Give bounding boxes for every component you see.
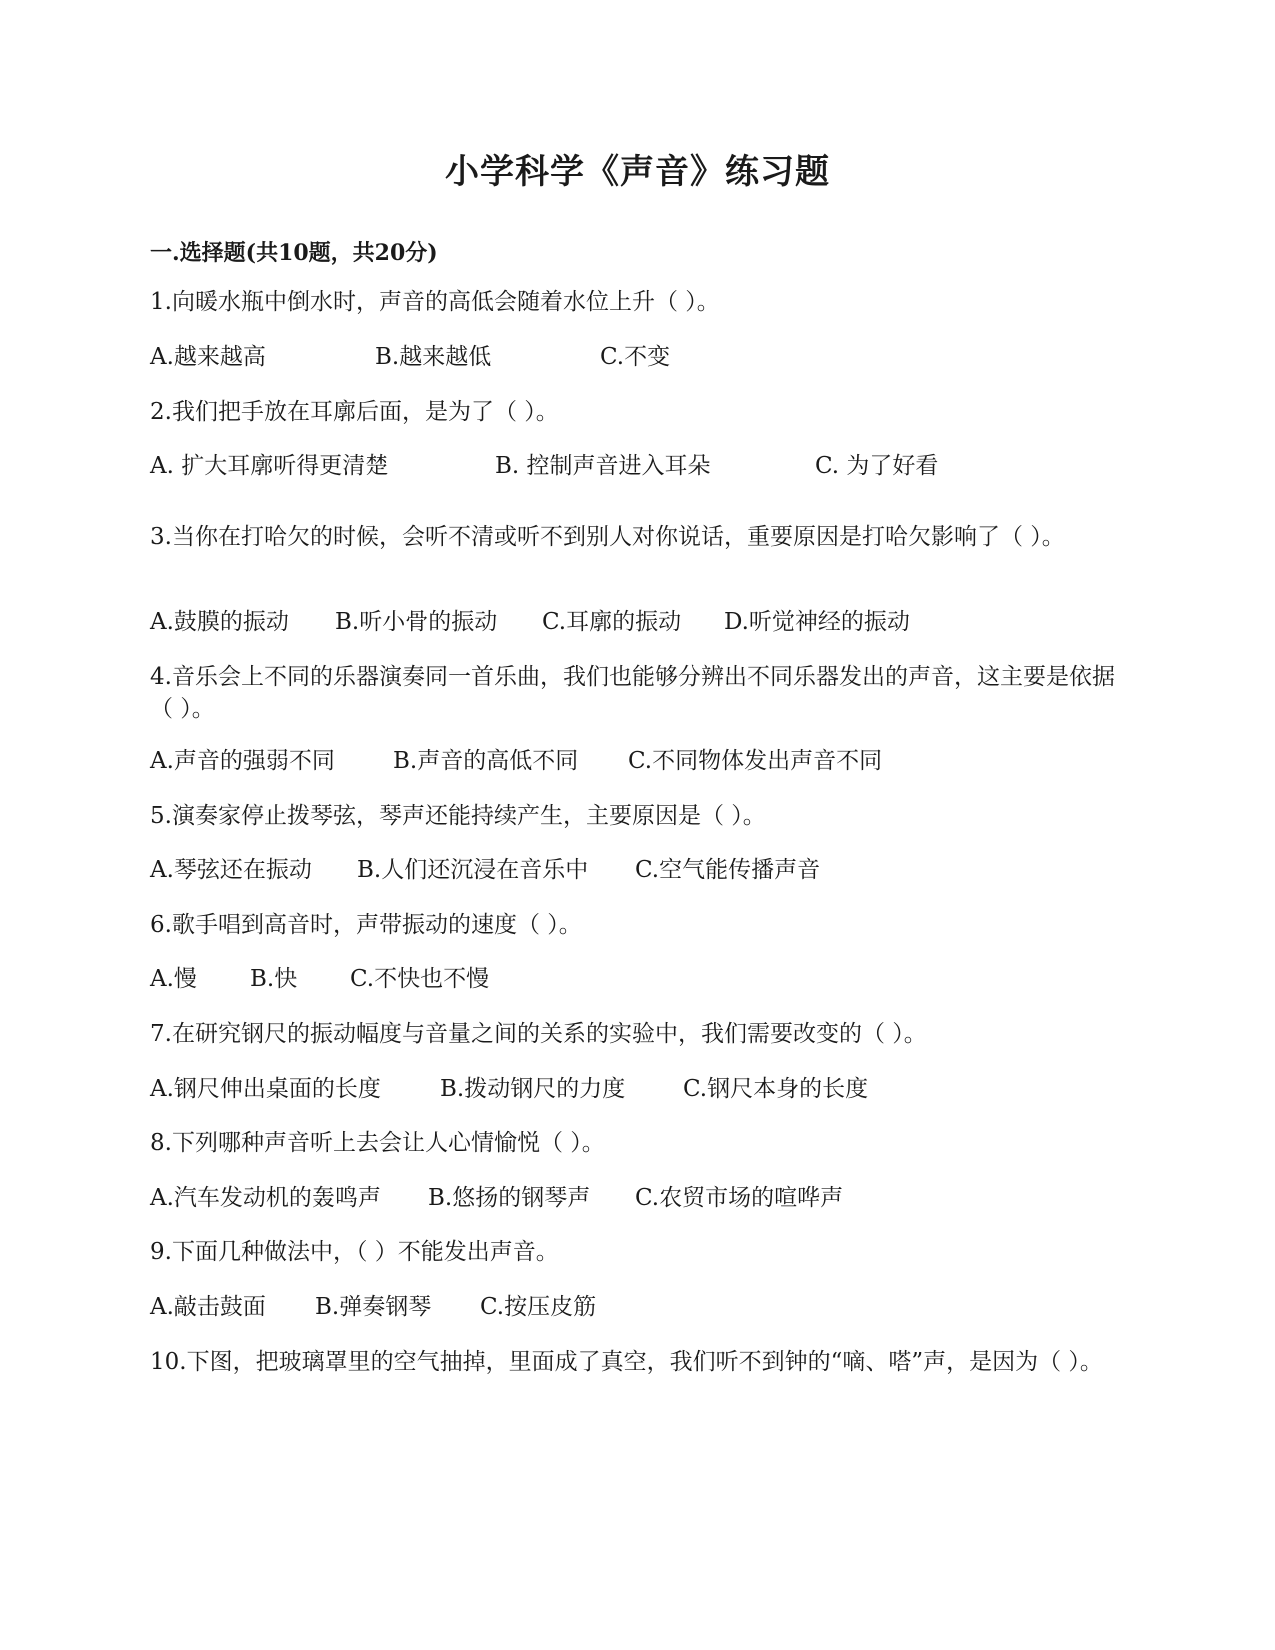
question-3-option-a: A.鼓膜的振动 — [150, 609, 289, 635]
question-7-stem: 7.在研究钢尺的振动幅度与音量之间的关系的实验中，我们需要改变的（ ）。 — [150, 1021, 927, 1047]
question-3-option-b: B.听小骨的振动 — [335, 609, 498, 635]
question-8-stem: 8.下列哪种声音听上去会让人心情愉悦（ ）。 — [150, 1130, 605, 1156]
question-1-stem: 1.向暖水瓶中倒水时，声音的高低会随着水位上升（ ）。 — [150, 289, 720, 315]
question-4-options — [150, 745, 1125, 777]
question-6-stem: 6.歌手唱到高音时，声带振动的速度（ ）。 — [150, 912, 582, 938]
question-7-option-c: C.钢尺本身的长度 — [683, 1076, 869, 1102]
question-2-option-a: A. 扩大耳廓听得更清楚 — [150, 453, 389, 479]
question-2-options — [150, 450, 1125, 482]
question-9-option-b: B.弹奏钢琴 — [315, 1294, 432, 1320]
question-2-option-b: B. 控制声音进入耳朵 — [495, 453, 711, 479]
question-8-options — [150, 1182, 1125, 1214]
question-4-option-a: A.声音的强弱不同 — [150, 748, 335, 774]
question-10-stem: 10.下图，把玻璃罩里的空气抽掉，里面成了真空，我们听不到钟的“嘀、嗒”声，是因为（ ）。 — [150, 1349, 1103, 1375]
question-9-stem: 9.下面几种做法中，（ ）不能发出声音。 — [150, 1239, 559, 1265]
question-3-option-d: D.听觉神经的振动 — [724, 609, 910, 635]
question-5-options — [150, 854, 1125, 886]
question-9-options — [150, 1291, 1125, 1323]
question-2-stem: 2.我们把手放在耳廓后面，是为了（ ）。 — [150, 399, 559, 425]
question-5-option-a: A.琴弦还在振动 — [150, 857, 312, 883]
question-5-option-c: C.空气能传播声音 — [635, 857, 821, 883]
question-6-option-c: C.不快也不慢 — [350, 966, 490, 992]
question-3-option-c: C.耳廓的振动 — [542, 609, 682, 635]
question-9-option-c: C.按压皮筋 — [480, 1294, 597, 1320]
question-4-option-b: B.声音的高低不同 — [393, 748, 579, 774]
question-3-stem: 3.当你在打哈欠的时候，会听不清或听不到别人对你说话，重要原因是打哈欠影响了（ ）。 — [150, 524, 1065, 550]
question-9-option-a: A.敲击鼓面 — [150, 1294, 266, 1320]
question-4-option-c: C.不同物体发出声音不同 — [628, 748, 883, 774]
page-title: 小学科学《声音》练习题 — [445, 152, 830, 192]
question-6-options — [150, 963, 1125, 995]
question-1-option-c: C.不变 — [600, 344, 671, 370]
question-1-option-b: B.越来越低 — [375, 344, 492, 370]
question-7-options — [150, 1073, 1125, 1105]
question-5-stem: 5.演奏家停止拨琴弦，琴声还能持续产生，主要原因是（ ）。 — [150, 803, 766, 829]
question-7-option-b: B.拨动钢尺的力度 — [440, 1076, 626, 1102]
question-2-option-c: C. 为了好看 — [815, 453, 939, 479]
question-5-option-b: B.人们还沉浸在音乐中 — [357, 857, 589, 883]
question-8-option-a: A.汽车发动机的轰鸣声 — [150, 1185, 381, 1211]
question-6-option-b: B.快 — [250, 966, 298, 992]
section-heading: 一.选择题(共10题，共20分) — [150, 240, 438, 266]
question-3-options — [150, 606, 1125, 638]
question-8-option-c: C.农贸市场的喧哗声 — [635, 1185, 844, 1211]
question-8-option-b: B.悠扬的钢琴声 — [428, 1185, 591, 1211]
question-4-stem: 4.音乐会上不同的乐器演奏同一首乐曲，我们也能够分辨出不同乐器发出的声音，这主要是依据（ ）。 — [150, 664, 1115, 722]
question-6-option-a: A.慢 — [150, 966, 197, 992]
question-1-options — [150, 341, 1125, 373]
question-1-option-a: A.越来越高 — [150, 344, 266, 370]
question-7-option-a: A.钢尺伸出桌面的长度 — [150, 1076, 381, 1102]
